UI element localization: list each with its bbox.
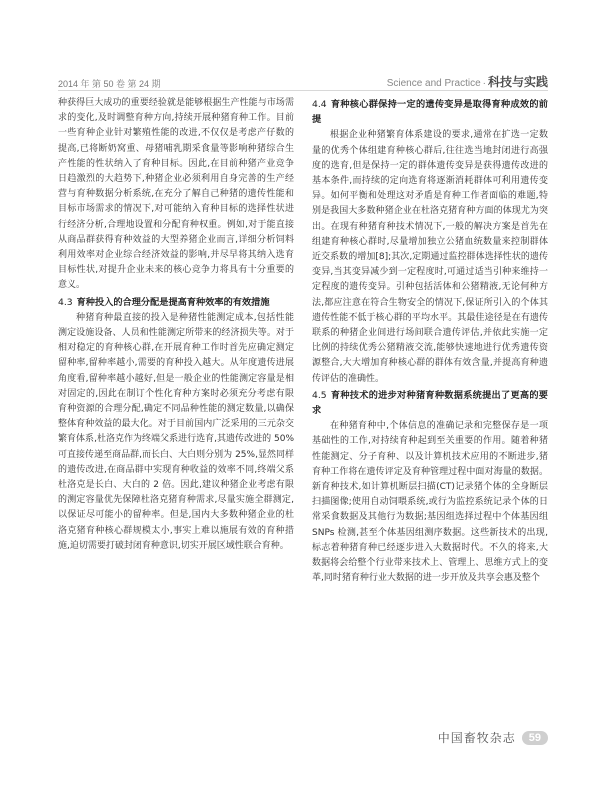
journal-name: 中国畜牧杂志 [437, 731, 516, 745]
section-title-dot: · [482, 78, 486, 89]
section-heading-4-3 [58, 295, 294, 310]
page-number: 59 [522, 731, 548, 745]
section-heading-4-5 [312, 388, 548, 418]
paragraph: 根据企业种猪繁育体系建设的要求,通常在扩选一定数量的优秀个体组建育种核心群后,往往选当地封闭进行高强度的选育,但是保持一定的群体遗传变异是获得遗传改进的基本条件,而持续的定向选育将逐渐消耗群体可利用遗传变异。如何平衡和处理这对矛盾是育种工作者面临的难题,特别是我国大多数种猪企业在杜洛克猪育种方面的体现尤为突出。在现有种猪育种技术情况下,一般的解决方案是首先在组建育种核心群时,尽量增加独立公猪血统数量来控制群体近交系数的增加[8];其次,定期通过监控群体选择性状的遗传变异,当其变异减少到一定程度时,可通过适当引种来维持一定程度的遗传变异。引种包括活体和公猪精液,无论何种方法,都应注意在符合生物安全的情况下,保证所引入的个体其遗传性能不低于核心群的平均水平。其最佳途径是在有遗传联系的种猪企业间进行场间联合遗传评估,并依此实施一定比例的持续优秀公猪精液交流,能够快速地进行优秀遗传资源整合,大大增加育种核心群的群体有效含量,并提高育种遗传评估的准确性。 [312, 130, 548, 384]
section-title-cn: 科技与实践 [487, 75, 548, 89]
section-heading-text: 育种核心群保持一定的遗传变异是取得育种成效的前提 [312, 99, 548, 126]
section-number: 4.4 [312, 99, 327, 110]
section-heading-text: 育种技术的进步对种猪育种数据系统提出了更高的要求 [312, 389, 548, 417]
section-title [387, 73, 548, 90]
right-column [312, 96, 548, 587]
section-heading-text: 育种投入的合理分配是提高育种效率的有效措施 [76, 296, 270, 308]
page-footer [438, 729, 548, 746]
section-heading-4-4 [312, 97, 548, 127]
issue-info: 2014 年 第 50 卷 第 24 期 [58, 79, 161, 89]
article-body [58, 96, 548, 587]
paragraph: 种获得巨大成功的重要经验就是能够根据生产性能与市场需求的变化,及时调整育种方向,持续开展种猪育种工作。目前一些育种企业针对繁殖性能的改进,不仅仅是考虑产仔数的提高,已将断奶窝重、母猪哺乳期采食量等影响种猪综合生产性能的性状纳入了育种目标。因此,在目前种猪产业竞争日趋激烈的大趋势下,种猪企业必须利用自身完善的生产经营与育种数据分析系统,在充分了解自己种猪的遗传性能和目标市场需求的情况下,对可能纳入育种目标的选择性状进行经济分析,合理地设置和分配育种权重。例如,对于能直接从商品群获得育种效益的大型养猪企业而言,详细分析饲料利用效率对企业综合经济效益的影响,并尽早将其纳入选育目标性状,对提升企业未来的核心竞争力将具有十分重要的意义。 [58, 98, 294, 291]
section-number: 4.5 [312, 389, 327, 401]
page-header [58, 72, 548, 91]
section-title-en: Science and Practice [386, 78, 481, 89]
paragraph: 在种猪育种中,个体信息的准确记录和完整保存是一项基础性的工作,对持续育种起到至关重要的作用。随着种猪性能测定、分子育种、以及计算机技术应用的不断进步,猪育种工作将在遗传评定及育种管理过程中面对海量的数据。新育种技术,如计算机断层扫描(CT)记录猪个体的全身断层扫描图像;使用自动饲喂系统,或行为监控系统记录个体的日常采食数据及其他行为数据;基因组选择过程中个体基因组 SNPs 检测,甚至个体基因组测序数据。这些新技术的出现,标志着种猪育种已经逐步进入大数据时代。不久的将来,大数据将会给整个行业带来技术上、管理上、思维方式上的变革,同时猪育种行业大数据的进一步开放及共享会惠及整个 [312, 421, 548, 584]
section-number: 4.3 [58, 296, 73, 308]
left-column [58, 96, 294, 587]
paragraph: 种猪育种最直接的投入是种猪性能测定成本,包括性能测定设施设备、人员和性能测定所带来的经济损失等。对于相对稳定的育种核心群,在开展育种工作时首先应确定测定留种率,留种率越小,需要的育种投入越大。从年度遗传进展角度看,留种率越小越好,但是一般企业的性能测定容量是相对固定的,因此在制订个性化育种方案时必须充分考虑有限育种资源的合理分配,确定不同品种性能的测定数量,以确保整体育种效益的最大化。对于目前国内广泛采用的三元杂交繁育体系,杜洛克作为终端父系进行选育,其遗传改进的 50%可直接传递至商品群,而长白、大白则分别为 25%,显然同样的遗传改进,在商品群中实现育种收益的效率不同,终端父系杜洛克是长白、大白的 2 倍。因此,建议种猪企业考虑有限的测定容量优先保障杜洛克猪育种需求,尽量实施全群测定,以保证尽可能小的留种率。但是,国内大多数种猪企业的杜洛克猪育种核心群规模太小,事实上难以施展有效的育种措施,迫切需要打破封闭育种意识,切实开展区域性联合育种。 [58, 312, 294, 551]
